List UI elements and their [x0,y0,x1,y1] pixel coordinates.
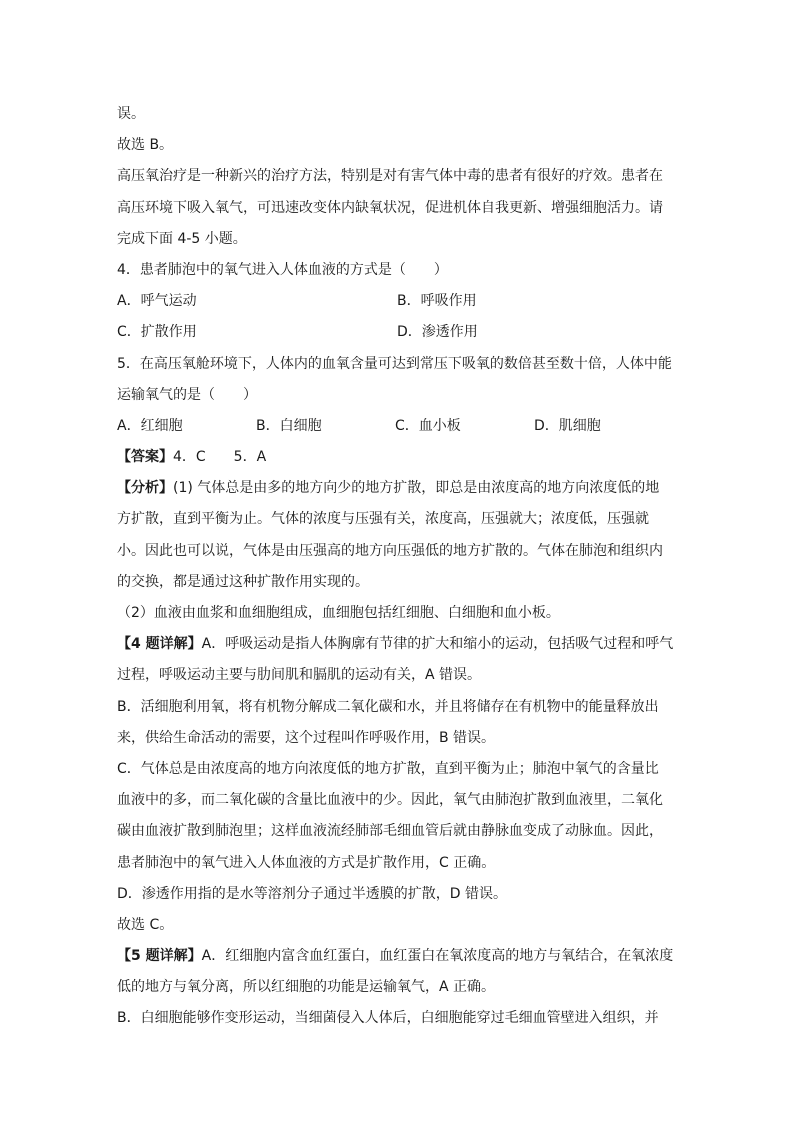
q5-option-a: A．红细胞 [117,417,183,434]
text-line: 小。因此也可以说，气体是由压强高的地方向压强低的地方扩散的。气体在肺泡和组织内 [117,542,663,559]
q4-options-row-1 [117,286,687,317]
text-line: 患者肺泡中的氧气进入人体血液的方式是扩散作用，C 正确。 [117,854,496,871]
document-page [117,99,687,1035]
text-line: B．活细胞利用氧，将有机物分解成二氧化碳和水，并且将储存在有机物中的能量释放出 [117,698,659,715]
text-line: 过程，呼吸运动主要与肋间肌和膈肌的运动有关，A 错误。 [117,667,482,684]
text-line: 血液中的多，而二氧化碳的含量比血液中的少。因此，氧气由肺泡扩散到血液里，二氧化 [117,792,663,809]
q4-detail-line [117,629,687,660]
answer-text: 4．C 5．A [173,449,267,466]
q5-detail-line [117,941,687,972]
q5-detail-text: A．红细胞内富含血红蛋白，血红蛋白在氧浓度高的地方与氧结合，在氧浓度 [201,948,674,965]
text-line: 方扩散，直到平衡为止。气体的浓度与压强有关，浓度高，压强就大；浓度低，压强就 [117,511,649,528]
q5-option-c: C．血小板 [395,417,461,434]
text-line: D．渗透作用指的是水等溶剂分子通过半透膜的扩散，D 错误。 [117,885,508,902]
text-line: 碳由血液扩散到肺泡里；这样血液流经肺部毛细血管后就由静脉血变成了动脉血。因此， [117,823,663,840]
q5-option-d: D．肌细胞 [534,417,601,434]
text-line: C．气体总是由浓度高的地方向浓度低的地方扩散，直到平衡为止；肺泡中氧气的含量比 [117,760,659,777]
text-line: 完成下面 4-5 小题。 [117,230,247,247]
question-4: 4．患者肺泡中的氧气进入人体血液的方式是（ ） [117,261,448,278]
q4-detail-tag: 【4 题详解】 [117,636,202,653]
text-line: 低的地方与氧分离，所以红细胞的功能是运输氧气，A 正确。 [117,979,496,996]
text-line: 故选 B。 [117,137,174,154]
question-5: 5．在高压氧舱环境下，人体内的血氧含量可达到常压下吸氧的数倍甚至数十倍，人体中能 [117,355,672,372]
analysis-line [117,473,687,504]
text-line: 的交换，都是通过这种扩散作用实现的。 [117,573,369,590]
q5-options-row [117,411,687,442]
analysis-tag: 【分析】 [117,480,173,497]
q4-options-row-2 [117,317,687,348]
q4-option-d: D．渗透作用 [397,324,478,341]
text-line: 来，供给生命活动的需要，这个过程叫作呼吸作用，B 错误。 [117,729,496,746]
text-line: 故选 C。 [117,916,174,933]
text-line: B．白细胞能够作变形运动，当细菌侵入人体后，白细胞能穿过毛细血管壁进入组织，并 [117,1010,659,1027]
text-line: 误。 [117,106,145,122]
answer-line [117,442,687,473]
q5-option-b: B．白细胞 [256,417,322,434]
text-line: 运输氧气的是（ ） [117,386,257,403]
analysis-text: (1) 气体总是由多的地方向少的地方扩散，即总是由浓度高的地方向浓度低的地 [173,480,660,497]
q4-option-b: B．呼吸作用 [397,293,477,310]
q4-detail-text: A．呼吸运动是指人体胸廓有节律的扩大和缩小的运动，包括吸气过程和呼气 [201,636,674,653]
answer-tag: 【答案】 [117,449,173,466]
q5-detail-tag: 【5 题详解】 [117,948,202,965]
text-line: 高压环境下吸入氧气，可迅速改变体内缺氧状况，促进机体自我更新、增强细胞活力。请 [117,199,663,216]
q4-option-c: C．扩散作用 [117,324,197,341]
text-line: （2）血液由血浆和血细胞组成，血细胞包括红细胞、白细胞和血小板。 [117,605,560,621]
q4-option-a: A．呼气运动 [117,293,197,310]
text-line: 高压氧治疗是一种新兴的治疗方法，特别是对有害气体中毒的患者有很好的疗效。患者在 [117,168,663,185]
